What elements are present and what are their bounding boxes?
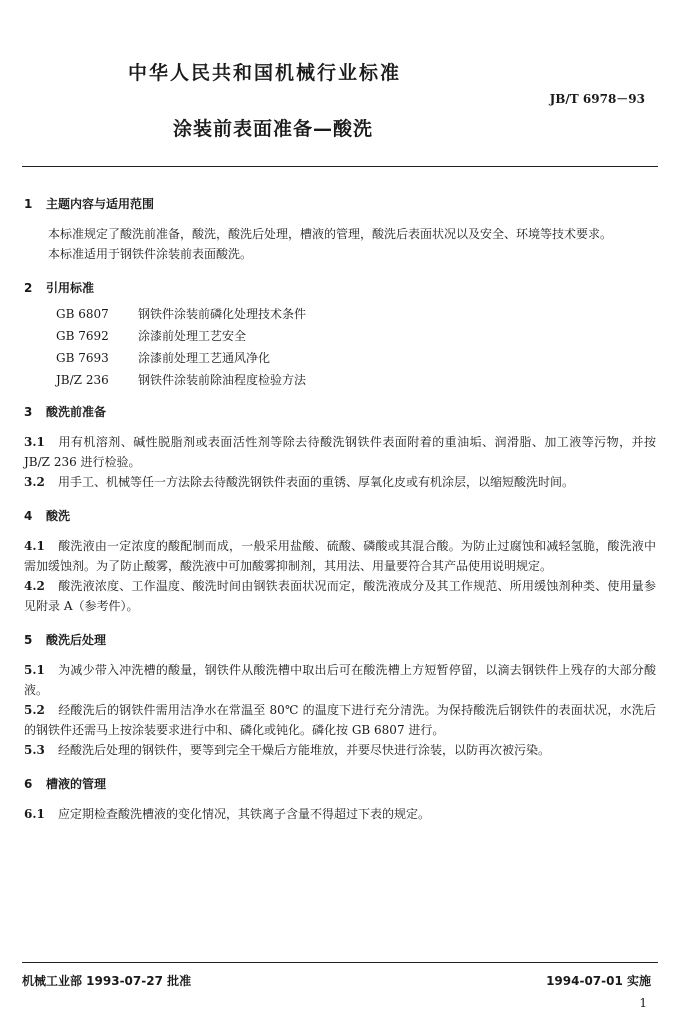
clause-text: 经酸洗后处理的钢铁件，要等到完全干燥后方能堆放，并要尽快进行涂装，以防再次被污染。 (58, 743, 551, 757)
clause-number: 4.1 (24, 539, 45, 553)
reference-item (56, 370, 656, 392)
section-title: 主题内容与适用范围 (46, 197, 155, 211)
reference-name: 涂漆前处理工艺通风净化 (138, 351, 271, 365)
reference-code: GB 6807 (56, 307, 109, 321)
top-divider (22, 166, 658, 167)
clause-text: 经酸洗后的钢铁件需用洁净水在常温至 80℃ 的温度下进行充分清洗。为保持酸洗后钢铁件的表面状况，水洗后的钢铁件还需马上按涂装要求进行中和、磷化或钝化。磷化按 GB 6807 进行。 (24, 703, 656, 737)
document-body (24, 194, 656, 824)
clause-3-1 (24, 432, 656, 472)
clause-number: 5.3 (24, 743, 45, 757)
paragraph: 本标准适用于钢铁件涂装前表面酸洗。 (48, 247, 253, 261)
reference-name: 钢铁件涂装前磷化处理技术条件 (138, 307, 307, 321)
paragraph: 本标准规定了酸洗前准备，酸洗，酸洗后处理，槽液的管理，酸洗后表面状况以及安全、环境等技术要求。 (48, 227, 613, 241)
clause-text: 酸洗液由一定浓度的酸配制而成，一般采用盐酸、硫酸、磷酸或其混合酸。为防止过腐蚀和减轻氢脆，酸洗液中需加缓蚀剂。为了防止酸雾，酸洗液中可加酸雾抑制剂，其用法、用量要符合其产品使用说明规定。 (24, 539, 656, 573)
clause-number: 6.1 (24, 807, 45, 821)
clause-number: 5.2 (24, 703, 45, 717)
section-heading-6 (24, 774, 656, 794)
reference-item (56, 304, 656, 326)
section-heading-2 (24, 278, 656, 298)
section-title: 酸洗前准备 (46, 405, 107, 419)
clause-5-1 (24, 660, 656, 700)
reference-item (56, 326, 656, 348)
section-title: 槽液的管理 (46, 777, 107, 791)
reference-name: 涂漆前处理工艺安全 (138, 329, 247, 343)
standard-number: JB/T 6978－93 (549, 92, 645, 106)
section-heading-1 (24, 194, 656, 214)
implementation-date: 1994-07-01 实施 (546, 974, 651, 988)
page-number: 1 (639, 996, 647, 1010)
section-number: 6 (24, 777, 33, 791)
section-heading-3 (24, 402, 656, 422)
section-title: 引用标准 (46, 281, 95, 295)
clause-number: 5.1 (24, 663, 45, 677)
section-number: 2 (24, 281, 33, 295)
clause-4-1 (24, 536, 656, 576)
section-number: 5 (24, 633, 33, 647)
section-number: 1 (24, 197, 33, 211)
bottom-divider (22, 962, 658, 963)
section-heading-4 (24, 506, 656, 526)
reference-code: GB 7692 (56, 329, 109, 343)
clause-text: 应定期检查酸洗槽液的变化情况，其铁离子含量不得超过下表的规定。 (58, 807, 431, 821)
reference-list (56, 304, 656, 392)
industry-standard-title: 中华人民共和国机械行业标准 (128, 62, 402, 84)
section-number: 3 (24, 405, 33, 419)
reference-name: 钢铁件涂装前除油程度检验方法 (138, 373, 307, 387)
clause-text: 为减少带入冲洗槽的酸量，钢铁件从酸洗槽中取出后可在酸洗槽上方短暂停留，以滴去钢铁件上残存的大部分酸液。 (24, 663, 656, 697)
section-number: 4 (24, 509, 33, 523)
section-heading-5 (24, 630, 656, 650)
clause-4-2 (24, 576, 656, 616)
clause-number: 3.2 (24, 475, 45, 489)
approval-note: 机械工业部 1993-07-27 批准 (22, 974, 192, 988)
clause-5-2 (24, 700, 656, 740)
section-title: 酸洗后处理 (46, 633, 107, 647)
clause-text: 用手工、机械等任一方法除去待酸洗钢铁件表面的重锈、厚氧化皮或有机涂层，以缩短酸洗时间。 (58, 475, 575, 489)
clause-number: 4.2 (24, 579, 45, 593)
document-title: 涂装前表面准备—酸洗 (173, 118, 374, 140)
clause-text: 用有机溶剂、碱性脱脂剂或表面活性剂等除去待酸洗钢铁件表面附着的重油垢、润滑脂、加工液等污物，并按 JB/Z 236 进行检验。 (24, 435, 656, 469)
clause-3-2 (24, 472, 656, 492)
clause-text: 酸洗液浓度、工作温度、酸洗时间由钢铁表面状况而定，酸洗液成分及其工作规范、所用缓蚀剂种类、使用量参见附录 A（参考件）。 (24, 579, 656, 613)
clause-number: 3.1 (24, 435, 45, 449)
section-title: 酸洗 (46, 509, 71, 523)
reference-code: JB/Z 236 (56, 373, 109, 387)
reference-item (56, 348, 656, 370)
clause-5-3 (24, 740, 656, 760)
clause-6-1 (24, 804, 656, 824)
reference-code: GB 7693 (56, 351, 109, 365)
